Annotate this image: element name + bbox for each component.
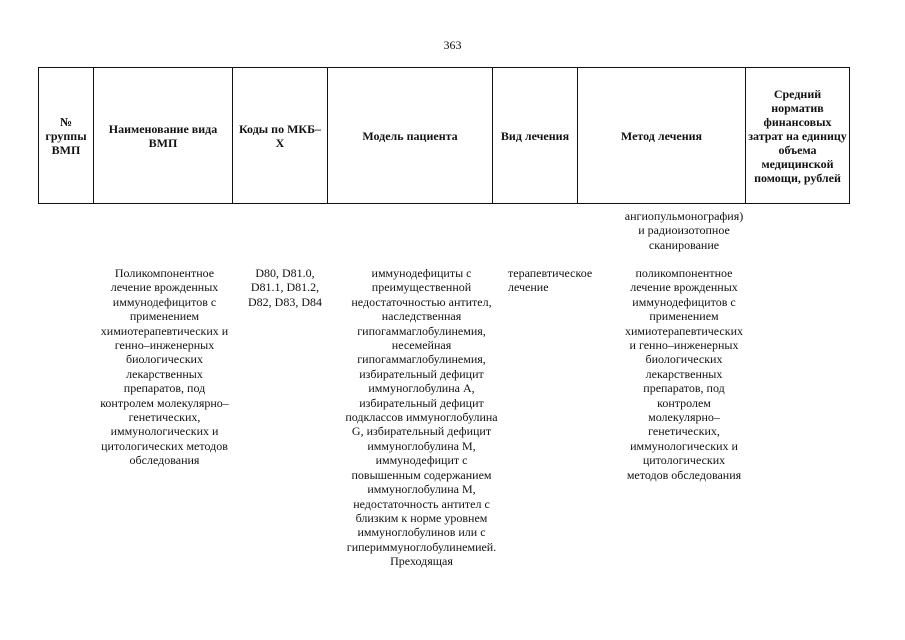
header-treatment-type: Вид лечения [493, 68, 578, 204]
page-number: 363 [443, 38, 462, 52]
table-header [38, 67, 850, 204]
header-treatment-method: Метод лечения [578, 68, 746, 204]
header-group-number: № группы ВМП [39, 68, 94, 204]
header-patient-model: Модель пациента [328, 68, 493, 204]
treatment-type-cell: терапевтическое лечение [508, 266, 593, 295]
header-vmp-name: Наименование вида ВМП [94, 68, 233, 204]
icd-codes-cell: D80, D81.0, D81.1, D81.2, D82, D83, D84 [248, 266, 322, 309]
header-average-cost: Средний норматив финансовых затрат на единицу объема медицинской помощи, рублей [746, 68, 850, 204]
treatment-method-cell: поликомпонентное лечение врожденных иммунодефицитов с применением химиотерапевтических и генно–инженерных биологических лекарственных препаратов, под контролем молекулярно–генетических, иммунологических и цитологических методов обследования [624, 266, 744, 482]
header-icd-codes: Коды по МКБ–X [233, 68, 328, 204]
vmp-name-cell: Поликомпонентное лечение врожденных иммунодефицитов с применением химиотерапевтических и генно–инженерных биологических лекарственных препаратов, под контролем молекулярно–генетических, иммунологических и цитологических методов обследования [100, 266, 229, 468]
continuation-method: ангиопульмонография) и радиоизотопное сканирование [624, 209, 744, 252]
patient-model-cell: иммунодефициты с преимущественной недостаточностью антител, наследственная гипогаммаглобулинемия, несемейная гипогаммаглобулинемия, избирательный дефицит иммуноглобулина A, избирательный дефицит подклассов иммуноглобулина G, избирательный дефицит иммуноглобулина M, иммунодефицит с повышенным содержанием иммуноглобулина M, недостаточность антител с близким к норме уровнем иммуноглобулинов или с гипериммуноглобулинемией. Преходящая [345, 266, 498, 569]
